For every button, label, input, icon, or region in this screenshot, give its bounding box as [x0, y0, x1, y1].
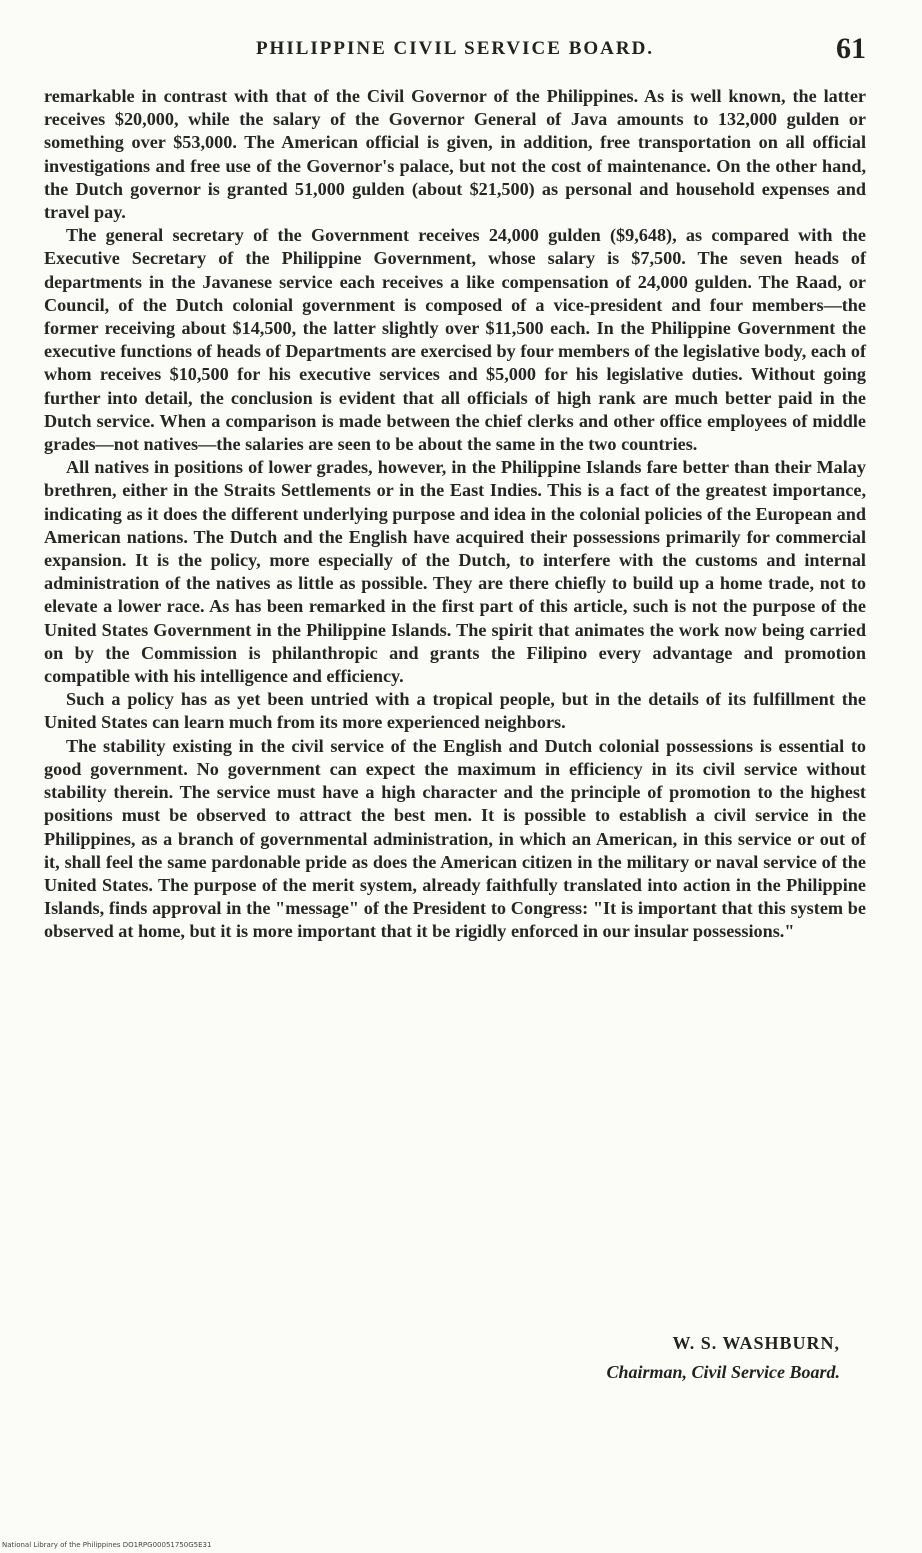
paragraph-1: remarkable in contrast with that of the Civil Governor of the Philippines. As is well known, the latter receives $20,000, while the salary of the Governor General of Java amounts to 132,000 gulden or something over $53,000. The American official is given, in addition, free transportation on all official investigations and free use of the Governor's palace, but not the cost of maintenance. On the other hand, the Dutch governor is granted 51,000 gulden (about $21,500) as personal and household expenses and travel pay.	[44, 86, 866, 223]
running-head: PHILIPPINE CIVIL SERVICE BOARD.	[255, 38, 655, 59]
signature-block	[606, 1329, 840, 1387]
page-number: 61	[836, 32, 866, 65]
paragraph-2: The general secretary of the Government receives 24,000 gulden ($9,648), as compared with the Executive Secretary of the Philippine Government, whose salary is $7,500. The seven heads of departments in the Javanese service each receives a like compensation of 24,000 gulden. The Raad, or Council, of the Dutch colonial government is composed of a vice-president and four members—the former receiving about $14,500, the latter slightly over $11,500 each. In the Philippine Government the executive functions of heads of Departments are exercised by four members of the legislative body, each of whom receives $10,500 for his executive services and $5,000 for his legislative duties. Without going further into detail, the conclusion is evident that all officials of high rank are much better paid in the Dutch service. When a comparison is made between the chief clerks and other office employees of middle grades—not natives—the salaries are seen to be about the same in the two countries.	[44, 225, 866, 455]
paragraph-3: All natives in positions of lower grades, however, in the Philippine Islands fare better than their Malay brethren, either in the Straits Settlements or in the East Indies. This is a fact of the greatest importance, indicating as it does the different underlying purpose and idea in the colonial policies of the European and American nations. The Dutch and the English have acquired their possessions primarily for commercial expansion. It is the policy, more especially of the Dutch, to interfere with the customs and internal administration of the natives as little as possible. They are there chiefly to build up a home trade, not to elevate a lower race. As has been remarked in the first part of this article, such is not the purpose of the United States Government in the Philippine Islands. The spirit that animates the work now being carried on by the Commission is philanthropic and grants the Filipino every advantage and promotion compatible with his intelligence and efficiency.	[44, 457, 866, 687]
signatory-title: Chairman, Civil Service Board.	[606, 1362, 840, 1382]
scan-tag: National Library of the Philippines DO1RPG00051750G5E31	[2, 1541, 212, 1549]
article-body	[44, 85, 866, 944]
signatory-name: W. S. WASHBURN,	[672, 1333, 840, 1353]
page-header	[44, 30, 866, 70]
paragraph-4: Such a policy has as yet been untried with a tropical people, but in the details of its fulfillment the United States can learn much from its more experienced neighbors.	[44, 689, 866, 733]
paragraph-5: The stability existing in the civil service of the English and Dutch colonial possessions is essential to good government. No government can expect the maximum in efficiency in its civil service without stability therein. The service must have a high character and the principle of promotion to the highest positions must be observed to attract the best men. It is possible to establish a civil service in the Philippines, as a branch of governmental administration, in which an American, in this service or out of it, shall feel the same pardonable pride as does the American citizen in the military or naval service of the United States. The purpose of the merit system, already faithfully translated into action in the Philippine Islands, finds approval in the "message" of the President to Congress: "It is important that this system be observed at home, but it is more important that it be rigidly enforced in our insular possessions."	[44, 735, 866, 942]
